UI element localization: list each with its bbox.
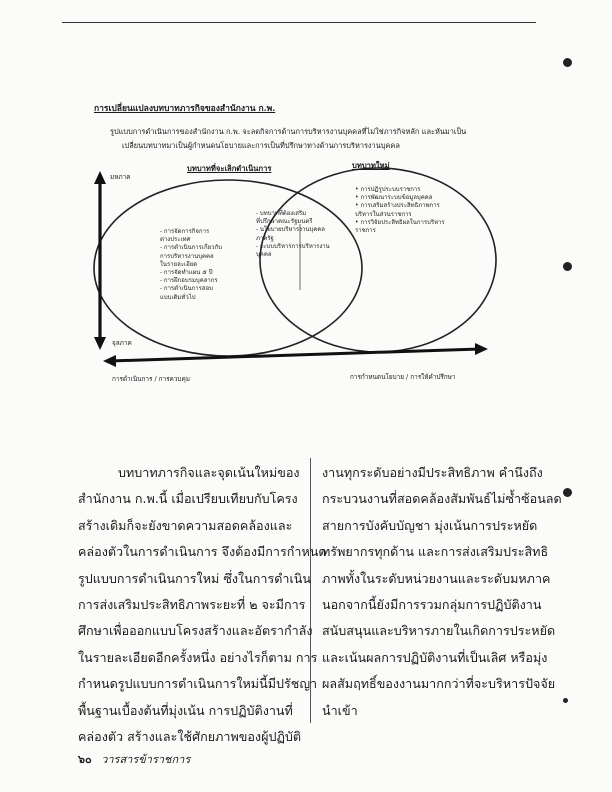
left-heading: บทบาทที่จะเลิกดำเนินการ [187,164,272,173]
horizontal-axis-arrow-left [103,355,116,367]
body-line: บทบาทภารกิจและจุดเน้นใหม่ของ [118,465,300,480]
right-items-list [355,186,445,235]
figure-title: การเปลี่ยนแปลงบทบาทภารกิจของสำนักงาน ก.พ. [94,104,276,114]
list-item: - นโยบายบริหารงานบุคคล [256,226,325,234]
body-line: งานทุกระดับอย่างมีประสิทธิภาพ คำนึงถึง [322,465,543,480]
body-right-column [322,460,562,724]
axis-right-label: การกำหนดนโยบาย / การให้คำปรึกษา [350,373,456,381]
vertical-axis-arrow-up [94,171,106,184]
axis-top-label: มหภาค [110,173,131,181]
binder-hole-4 [563,698,568,703]
list-item: - การจัดทำแผน ๕ ปี [160,269,213,277]
horizontal-axis-arrow-right [475,343,488,355]
body-line: ในรายละเอียดอีกครั้งหนึ่ง อย่างไรก็ตาม การ [78,649,318,665]
page-footer [78,750,190,768]
body-left-column [78,460,327,750]
vertical-axis-arrow-down [94,337,106,350]
body-line: สนับสนุนและบริหารภายในเกิดการประหยัด [322,623,556,639]
list-item: - การดำเนินการสอบ [160,285,213,293]
horizontal-axis [110,349,480,361]
list-item: • การเสริมสร้างประสิทธิภาพการ [355,202,440,210]
left-ellipse [94,180,362,356]
body-line: ผลสัมฤทธิ์ของงานมากกว่าที่จะบริหารปัจจัย [322,676,556,692]
list-item: - การฝึกอบรมบุคลากร [160,277,218,285]
body-line: นอกจากนี้ยังมีการรวมกลุ่มการปฏิบัติงาน [322,597,542,613]
body-line: คล่องตัว สร้างและใช้ศักยภาพของผู้ปฏิบัติ [78,729,302,745]
list-item: • การพัฒนาระบบข้อมูลบุคคล [355,194,433,202]
body-line: ศึกษาเพื่อออกแบบโครงสร้างและอัตรากำลัง [78,623,313,639]
list-item: - การดำเนินการเกี่ยวกับ [160,244,222,252]
axis-bottom-label: จุลภาค [112,339,132,347]
body-line: สำนักงาน ก.พ.นี้ เมื่อเปรียบเทียบกับโครง [78,491,298,507]
list-item: - การจัดการกิจการ [160,228,210,235]
figure-intro-line: เปลี่ยนบทบาทมาเป็นผู้กำหนดนโยบายและการเป็นที่ปรึกษาทางด้านการบริหารงานบุคคล [122,141,400,150]
body-line: และเน้นผลการปฏิบัติงานที่เป็นเลิศ หรือมุ่ง [322,649,548,665]
list-item: ที่ปรึกษาคณะรัฐมนตรี [256,218,313,226]
list-item: แบบเดิมทั่วไป [160,293,196,301]
binder-hole-3 [563,488,572,497]
body-line: สร้างเดิมก็จะยังขาดความสอดคล้องและ [78,517,293,533]
list-item: บุคคล [256,251,272,259]
list-item: การบริหารงานบุคคล [160,252,214,260]
figure-intro-line: รูปแบบการดำเนินการของสำนักงาน ก.พ. จะลดกิจการด้านการบริหารงานบุคคลที่ไม่ใช่ภารกิจหลัก และหันมาเป็น [110,127,467,136]
list-item: - บทบาทที่ต้องเสริม [256,210,307,217]
axis-left-label: การดำเนินการ / การควบคุม [112,375,190,383]
body-line: สายการบังคับบัญชา มุ่งเน้นการประหยัด [322,517,538,533]
page-number: ๖๐ [78,753,92,766]
body-line: พื้นฐานเบื้องต้นที่มุ่งเน้น การปฏิบัติงานที่ [78,702,293,718]
body-line: ภาพทั้งในระดับหน่วยงานและระดับมหภาค [322,570,551,586]
body-line: รูปแบบการดำเนินการใหม่ ซึ่งในการดำเนิน [78,570,312,586]
left-items-list [160,228,222,302]
body-line: นำเข้า [322,702,358,718]
right-heading: บทบาทใหม่ [352,161,390,170]
list-item: ภาครัฐ [256,234,274,242]
middle-items-list [256,210,330,259]
body-line: กำหนดรูปแบบการดำเนินการใหม่นี้มีปรัชญา [78,676,318,692]
list-item: ต่างประเทศ [160,236,191,244]
list-item: ในรายละเอียด [160,260,198,268]
list-item: • การปฏิรูประบบราชการ [355,186,421,193]
body-line: ทรัพยากรทุกด้าน และการส่งเสริมประสิทธิ [322,544,549,560]
list-item: บริหารในส่วนราชการ [355,210,412,218]
journal-name: วารสารข้าราชการ [101,753,191,766]
list-item: - ระบบบริหารการบริหารงาน [256,242,330,250]
body-line: คล่องตัวในการดำเนินการ จึงต้องมีการกำหนด [78,544,327,560]
list-item: • การวิจัยประสิทธิผลในการบริหาร [355,218,445,226]
list-item: ราชการ [355,227,376,235]
body-line: กระบวนงานที่สอดคล้องสัมพันธ์ไม่ซ้ำซ้อนลด [322,491,562,507]
body-line: การส่งเสริมประสิทธิภาพระยะที่ ๒ จะมีการ [78,597,306,613]
